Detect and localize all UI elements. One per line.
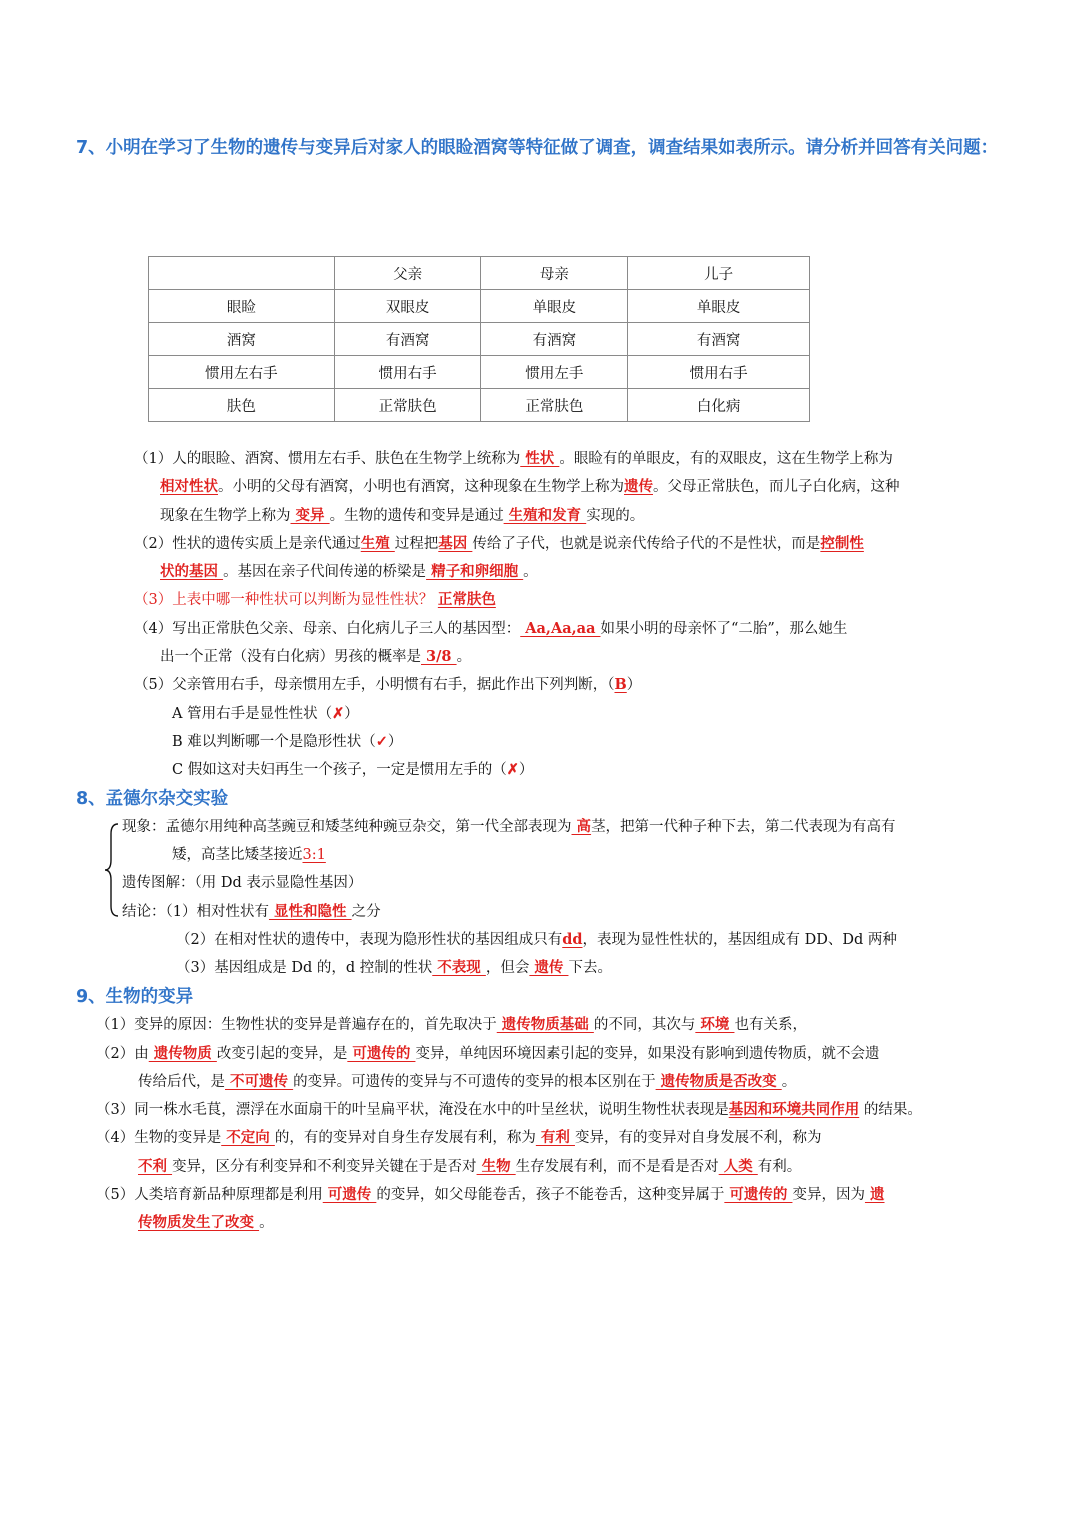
question-7-title: 7、小明在学习了生物的遗传与变异后对家人的眼睑酒窝等特征做了调查，调查结果如表所示。请分析并回答有关问题：	[76, 138, 999, 158]
answer-blank: 基因	[438, 535, 473, 552]
answer-blank: B	[614, 676, 627, 693]
answer-blank: 生殖	[360, 535, 395, 552]
answer-blank: 不表现	[432, 959, 486, 976]
answer-blank: 基因和环境共同作用	[728, 1101, 860, 1118]
table-row	[149, 389, 810, 422]
answer-blank: 精子和卵细胞	[426, 563, 524, 580]
answer-blank: 生物	[476, 1158, 516, 1175]
table-header-cell: 父亲	[334, 257, 481, 290]
answer-blank: 有利	[535, 1129, 575, 1146]
q9-part2-line1: （2）由 遗传物质 改变引起的变异，是 可遗传的 变异，单纯因环境因素引起的变异，如果没有影响到遗传物质，就不会遗	[96, 1045, 880, 1062]
table-cell: 有酒窝	[481, 323, 628, 356]
table-cell: 有酒窝	[628, 323, 810, 356]
q8-phenomenon-line2: 矮，高茎比矮茎接近3:1	[172, 847, 326, 863]
answer-blank: 人类	[718, 1158, 758, 1175]
table-cell: 酒窝	[149, 323, 335, 356]
table-cell: 正常肤色	[334, 389, 481, 422]
q8-conclusion-2: （2）在相对性状的遗传中，表现为隐形性状的基因组成只有dd，表现为显性性状的，基因组成有 DD、Dd 两种	[176, 931, 897, 948]
curly-brace-icon	[104, 822, 120, 918]
checkmark-icon: ✓	[375, 733, 388, 750]
answer-blank: 不定向	[221, 1129, 275, 1146]
answer-blank: Aa,Aa,aa	[520, 620, 601, 637]
table-header-row	[149, 257, 810, 290]
answer-blank: 可遗传的	[724, 1186, 793, 1203]
q9-part4-line2: 不利 变异，区分有利变异和不利变异关键在于是否对 生物 生存发展有利，而不是看是否对 人类 有利。	[138, 1158, 802, 1175]
answer-blank: 遗传	[624, 478, 653, 495]
answer-blank: dd	[562, 931, 583, 948]
table-cell: 白化病	[628, 389, 810, 422]
answer-blank: 生殖和发育	[503, 507, 587, 524]
answer-blank: 遗传物质是否改变	[655, 1073, 782, 1090]
q7-option-b: B 难以判断哪一个是隐形性状（✓）	[172, 733, 403, 750]
q7-option-c: C 假如这对夫妇再生一个孩子，一定是惯用左手的（✗）	[172, 761, 534, 778]
answer-blank: 不可遗传	[225, 1073, 294, 1090]
q9-part3: （3）同一株水毛茛，漂浮在水面扇干的叶呈扁平状，淹没在水中的叶呈丝状，说明生物性状表现是基因和环境共同作用 的结果。	[96, 1101, 922, 1118]
table-header-cell: 儿子	[628, 257, 810, 290]
q9-part4-line1: （4）生物的变异是 不定向 的，有的变异对自身生存发展有利，称为 有利 变异，有的变异对自身发展不利，称为	[96, 1129, 822, 1146]
table-cell: 眼睑	[149, 290, 335, 323]
table-cell: 惯用右手	[628, 356, 810, 389]
table-cell: 惯用左手	[481, 356, 628, 389]
answer-blank: 状的基因	[160, 563, 224, 580]
table-cell: 惯用右手	[334, 356, 481, 389]
q8-conclusion-3: （3）基因组成是 Dd 的，d 控制的性状 不表现 ，但会 遗传 下去。	[176, 959, 612, 976]
table-row	[149, 356, 810, 389]
q9-part5-line2: 传物质发生了改变 。	[138, 1214, 274, 1231]
q7-part3: （3）上表中哪一种性状可以判断为显性性状？ 正常肤色	[134, 591, 496, 608]
q7-part5-stem: （5）父亲管用右手，母亲惯用左手，小明惯有右手，据此作出下列判断，（B）	[134, 676, 642, 693]
answer-blank: 正常肤色	[437, 591, 496, 608]
table-header-cell: 母亲	[481, 257, 628, 290]
answer-blank: 高	[571, 818, 592, 835]
answer-blank: 可遗传的	[347, 1045, 416, 1062]
q8-phenomenon-line1: 现象：孟德尔用纯种高茎豌豆和矮茎纯种豌豆杂交，第一代全部表现为 高茎，把第一代种子种下去，第二代表现为有高有	[122, 818, 896, 835]
q7-part1-line3: 现象在生物学上称为 变异 。生物的遗传和变异是通过 生殖和发育 实现的。	[160, 507, 645, 524]
q7-part1-line1: （1）人的眼睑、酒窝、惯用左右手、肤色在生物学上统称为 性状 。眼睑有的单眼皮，有的双眼皮，这在生物学上称为	[134, 450, 893, 467]
table-row	[149, 290, 810, 323]
answer-blank: 遗传物质基础	[496, 1016, 594, 1033]
table-cell: 肤色	[149, 389, 335, 422]
answer-blank: 相对性状	[160, 478, 218, 495]
cross-icon: ✗	[332, 705, 345, 722]
q7-part2-line1: （2）性状的遗传实质上是亲代通过生殖 过程把基因 传给了子代，也就是说亲代传给子代的不是性状，而是控制性	[134, 535, 864, 552]
q9-part5-line1: （5）人类培育新品种原理都是利用 可遗传 的变异，如父母能卷舌，孩子不能卷舌，这种变异属于 可遗传的 变异，因为 遗	[96, 1186, 885, 1203]
cross-icon: ✗	[506, 761, 519, 778]
q7-part4-line1: （4）写出正常肤色父亲、母亲、白化病儿子三人的基因型： Aa,Aa,aa 如果小明的母亲怀了“二胎”，那么她生	[134, 620, 848, 637]
q8-genetic-diagram: 遗传图解：（用 Dd 表示显隐性基因）	[122, 875, 363, 891]
table-cell: 双眼皮	[334, 290, 481, 323]
answer-blank: 3/8	[421, 648, 457, 665]
answer-blank: 变异	[290, 507, 330, 524]
table-cell: 单眼皮	[628, 290, 810, 323]
answer-blank: 可遗传	[322, 1186, 377, 1203]
answer-blank: 3:1	[302, 847, 326, 863]
table-cell: 惯用左右手	[149, 356, 335, 389]
question-8-title: 8、孟德尔杂交实验	[76, 789, 229, 809]
answer-blank: 传物质发生了改变	[138, 1214, 260, 1231]
answer-blank: 遗传	[529, 959, 569, 976]
q7-option-a: A 管用右手是显性性状（✗）	[172, 705, 359, 722]
q9-part2-line2: 传给后代，是 不可遗传 的变异。可遗传的变异与不可遗传的变异的根本区别在于 遗传物质是否改变 。	[138, 1073, 797, 1090]
q8-conclusion-1: 结论：（1）相对性状有 显性和隐性 之分	[122, 903, 381, 920]
trait-survey-table	[148, 256, 810, 422]
table-header-cell	[149, 257, 335, 290]
answer-blank: 环境	[695, 1016, 735, 1033]
answer-blank: 遗	[864, 1186, 885, 1203]
answer-blank: 不利	[138, 1158, 173, 1175]
q7-part1-line2: 相对性状。小明的父母有酒窝，小明也有酒窝，这种现象在生物学上称为遗传。父母正常肤色，而儿子白化病，这种	[160, 478, 900, 495]
answer-blank: 显性和隐性	[268, 903, 352, 920]
answer-blank: 性状	[520, 450, 560, 467]
table-row	[149, 323, 810, 356]
table-cell: 正常肤色	[481, 389, 628, 422]
table-cell: 单眼皮	[481, 290, 628, 323]
q7-part4-line2: 出一个正常（没有白化病）男孩的概率是 3/8 。	[160, 648, 472, 665]
q7-part2-line2: 状的基因 。基因在亲子代间传递的桥梁是 精子和卵细胞 。	[160, 563, 538, 580]
table-cell: 有酒窝	[334, 323, 481, 356]
answer-blank: 控制性	[820, 535, 864, 552]
question-9-title: 9、生物的变异	[76, 987, 194, 1007]
q9-part1: （1）变异的原因：生物性状的变异是普遍存在的，首先取决于 遗传物质基础 的不同，其次与 环境 也有关系，	[96, 1016, 807, 1033]
answer-blank: 遗传物质	[148, 1045, 217, 1062]
